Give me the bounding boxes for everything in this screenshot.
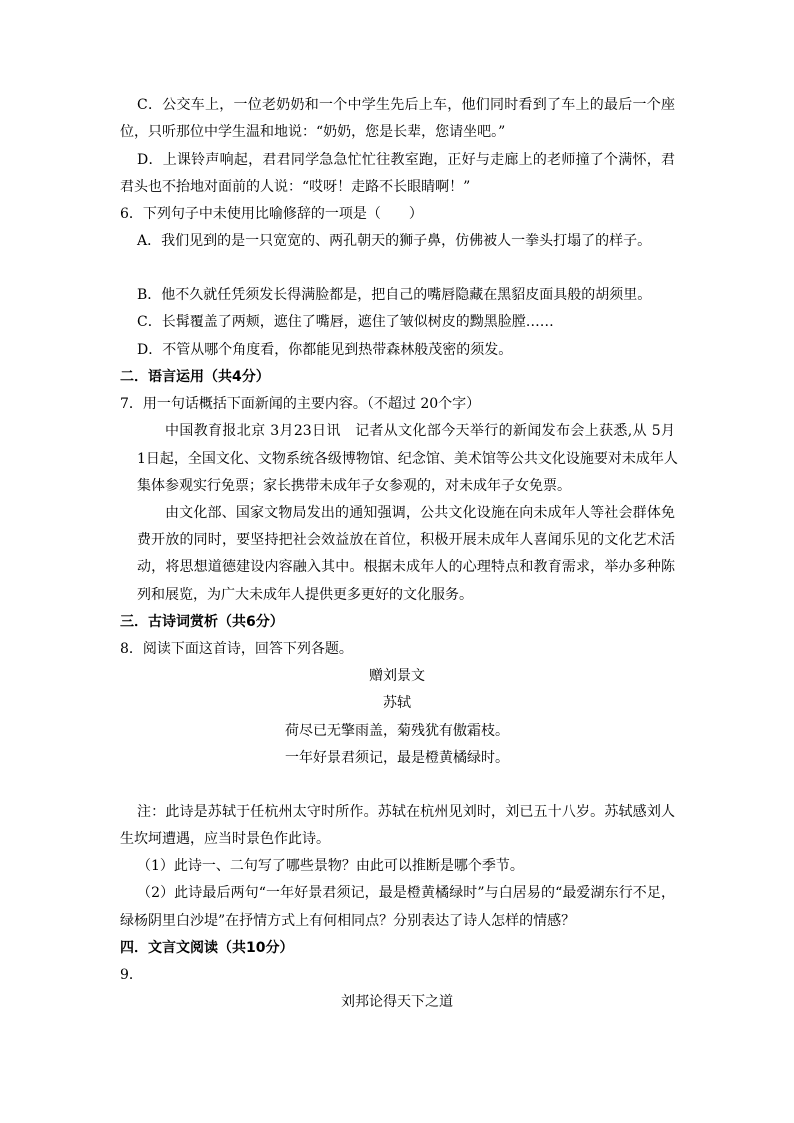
passage-title: 刘邦论得天下之道 [341, 994, 453, 1010]
section-heading-classical-chinese: 四．文言文阅读（共10分） [120, 940, 294, 956]
q6-option-d: D．不管从哪个角度看，你都能见到热带森林般茂密的须发。 [137, 342, 513, 358]
q5-option-d-line1: D．上课铃声响起，君君同学急急忙忙往教室跑，正好与走廊上的老师撞了个满怀，君 [137, 152, 675, 168]
q8-sub-question-2-line1: （2）此诗最后两句“一年好景君须记，最是橙黄橘绿时”与白居易的“最爱湖东行不足， [137, 885, 675, 901]
q8-sub-question-1: （1）此诗一、二句写了哪些景物？由此可以推断是哪个季节。 [137, 858, 524, 874]
poem-line-2: 一年好景君须记，最是橙黄橘绿时。 [285, 750, 509, 766]
news-p2-line2: 费开放的同时，要坚持把社会效益放在首位，积极开展未成年人喜闻乐见的文化艺术活 [137, 532, 675, 548]
news-p2-line4: 列和展览，为广大未成年人提供更多更好的文化服务。 [137, 587, 473, 603]
poem-line-1: 荷尽已无擎雨盖，菊残犹有傲霜枝。 [285, 723, 509, 739]
poem-title: 赠刘景文 [369, 668, 425, 684]
news-p1-line3: 集体参观实行免票；家长携带未成年子女参观的，对未成年子女免票。 [137, 478, 571, 494]
q8-sub-question-2-line2: 绿杨阴里白沙堤”在抒情方式上有何相同点？分别表达了诗人怎样的情感？ [120, 913, 576, 929]
news-p1-line1: 中国教育报北京 3月23日讯 记者从文化部今天举行的新闻发布会上获悉,从 5月 [165, 423, 675, 439]
q6-stem: 6．下列句子中未使用比喻修辞的一项是（ ） [120, 206, 423, 222]
section-heading-language-use: 二．语言运用（共4分） [120, 369, 270, 385]
news-p2-line3: 动，将思想道德建设内容融入其中。根据未成年人的心理特点和教育需求，举办多种陈 [137, 559, 675, 575]
q5-option-c-line2: 位，只听那位中学生温和地说：“奶奶，您是长辈，您请坐吧。” [120, 124, 506, 140]
news-p2-line1: 由文化部、国家文物局发出的通知强调，公共文化设施在向未成年人等社会群体免 [165, 505, 675, 521]
q8-stem: 8．阅读下面这首诗，回答下列各题。 [120, 641, 353, 657]
q5-option-d-line2: 君头也不抬地对面前的人说：“哎呀！走路不长眼睛啊！” [120, 179, 471, 195]
poem-author: 苏轼 [383, 695, 411, 711]
poem-note-line2: 生坎坷遭遇，应当时景色作此诗。 [120, 831, 330, 847]
q5-option-c-line1: C．公交车上，一位老奶奶和一个中学生先后上车，他们同时看到了车上的最后一个座 [137, 97, 675, 113]
poem-note-line1: 注：此诗是苏轼于任杭州太守时所作。苏轼在杭州见刘时，刘已五十八岁。苏轼感刘人 [137, 804, 675, 820]
q7-stem: 7．用一句话概括下面新闻的主要内容。（不超过 20个字） [120, 396, 481, 412]
q6-option-a: A．我们见到的是一只宽宽的、两孔朝天的狮子鼻，仿佛被人一拳头打塌了的样子。 [137, 233, 652, 249]
q6-option-c: C．长髯覆盖了两颊，遮住了嘴唇，遮住了皱似树皮的黝黑脸膛…… [137, 314, 554, 330]
q6-option-b: B．他不久就任凭须发长得满脸都是，把自己的嘴唇隐藏在黑貂皮面具般的胡须里。 [137, 287, 652, 303]
section-heading-poetry: 三．古诗词赏析（共6分） [120, 614, 284, 630]
q9-number: 9． [120, 967, 143, 983]
news-p1-line2: 1日起，全国文化、文物系统各级博物馆、纪念馆、美术馆等公共文化设施要对未成年人 [137, 451, 678, 467]
